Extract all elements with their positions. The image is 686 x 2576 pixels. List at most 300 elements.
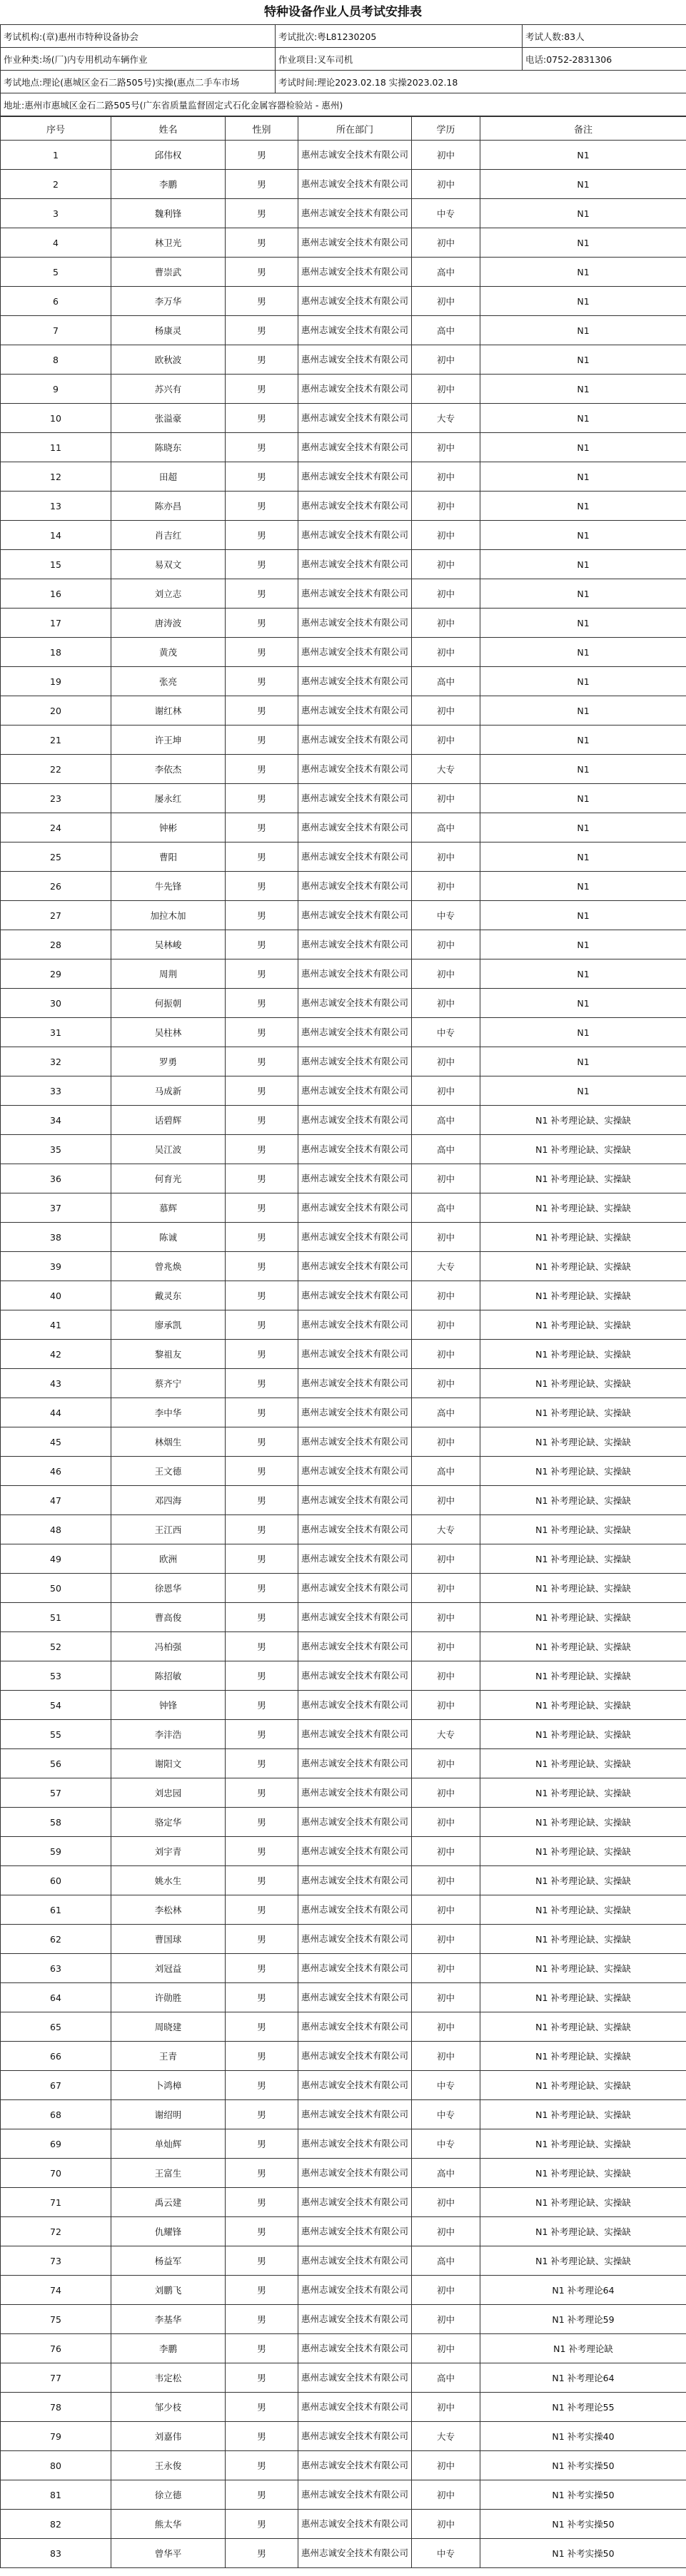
- cell-name: 熊太华: [111, 2510, 226, 2539]
- cell-gender: 男: [226, 989, 298, 1018]
- cell-note: N1: [480, 813, 686, 842]
- cell-gender: 男: [226, 2393, 298, 2422]
- cell-edu: 初中: [412, 375, 480, 404]
- cell-gender: 男: [226, 2276, 298, 2305]
- cell-gender: 男: [226, 1018, 298, 1047]
- cell-dept: 惠州志诚安全技术有限公司: [298, 287, 412, 316]
- cell-no: 57: [1, 1778, 111, 1808]
- cell-edu: 初中: [412, 2334, 480, 2363]
- table-row: [1, 2539, 686, 2568]
- cell-dept: 惠州志诚安全技术有限公司: [298, 1369, 412, 1398]
- cell-edu: 高中: [412, 2363, 480, 2393]
- cell-note: N1: [480, 462, 686, 492]
- table-row: [1, 2422, 686, 2451]
- cell-name: 姚水生: [111, 1866, 226, 1895]
- cell-gender: 男: [226, 1544, 298, 1574]
- cell-name: 卜鸿樟: [111, 2071, 226, 2100]
- cell-name: 廖承凯: [111, 1310, 226, 1340]
- cell-edu: 初中: [412, 2480, 480, 2510]
- table-row: [1, 2217, 686, 2246]
- cell-name: 李依杰: [111, 755, 226, 784]
- cell-edu: 初中: [412, 1632, 480, 1661]
- cell-note: N1 补考理论缺、实操缺: [480, 1252, 686, 1281]
- cell-edu: 大专: [412, 404, 480, 433]
- cell-edu: 初中: [412, 726, 480, 755]
- cell-dept: 惠州志诚安全技术有限公司: [298, 1281, 412, 1310]
- cell-edu: 初中: [412, 579, 480, 609]
- cell-note: N1: [480, 404, 686, 433]
- cell-gender: 男: [226, 404, 298, 433]
- cell-no: 54: [1, 1691, 111, 1720]
- cell-note: N1: [480, 930, 686, 959]
- cell-dept: 惠州志诚安全技术有限公司: [298, 2334, 412, 2363]
- cell-no: 33: [1, 1076, 111, 1106]
- cell-edu: 初中: [412, 1808, 480, 1837]
- table-row: [1, 1603, 686, 1632]
- cell-dept: 惠州志诚安全技术有限公司: [298, 1340, 412, 1369]
- cell-no: 3: [1, 199, 111, 228]
- cell-note: N1 补考理论缺、实操缺: [480, 1954, 686, 1983]
- cell-note: N1 补考理论缺: [480, 2334, 686, 2363]
- cell-note: N1: [480, 609, 686, 638]
- cell-edu: 初中: [412, 1778, 480, 1808]
- cell-dept: 惠州志诚安全技术有限公司: [298, 579, 412, 609]
- cell-gender: 男: [226, 433, 298, 462]
- cell-gender: 男: [226, 842, 298, 872]
- table-row: [1, 433, 686, 462]
- cell-name: 马成新: [111, 1076, 226, 1106]
- cell-gender: 男: [226, 1340, 298, 1369]
- cell-dept: 惠州志诚安全技术有限公司: [298, 2042, 412, 2071]
- cell-dept: 惠州志诚安全技术有限公司: [298, 2276, 412, 2305]
- cell-name: 钟彬: [111, 813, 226, 842]
- cell-name: 欧秋波: [111, 345, 226, 375]
- cell-gender: 男: [226, 2159, 298, 2188]
- cell-note: N1 补考理论缺、实操缺: [480, 1369, 686, 1398]
- cell-name: 曹高俊: [111, 1603, 226, 1632]
- table-row: [1, 1164, 686, 1193]
- cell-name: 曾兆焕: [111, 1252, 226, 1281]
- cell-dept: 惠州志诚安全技术有限公司: [298, 2451, 412, 2480]
- table-row: [1, 2188, 686, 2217]
- cell-gender: 男: [226, 141, 298, 170]
- cell-gender: 男: [226, 1106, 298, 1135]
- table-row: [1, 316, 686, 345]
- table-row: [1, 813, 686, 842]
- cell-edu: 初中: [412, 1574, 480, 1603]
- cell-dept: 惠州志诚安全技术有限公司: [298, 901, 412, 930]
- cell-note: N1: [480, 842, 686, 872]
- table-row: [1, 1076, 686, 1106]
- cell-no: 56: [1, 1749, 111, 1778]
- cell-gender: 男: [226, 1749, 298, 1778]
- cell-edu: 初中: [412, 550, 480, 579]
- cell-name: 李基华: [111, 2305, 226, 2334]
- cell-dept: 惠州志诚安全技术有限公司: [298, 492, 412, 521]
- table-row: [1, 2480, 686, 2510]
- cell-dept: 惠州志诚安全技术有限公司: [298, 2422, 412, 2451]
- table-row: [1, 1252, 686, 1281]
- table-row: [1, 2246, 686, 2276]
- cell-note: N1 补考理论缺、实操缺: [480, 1983, 686, 2012]
- cell-dept: 惠州志诚安全技术有限公司: [298, 1778, 412, 1808]
- table-row: [1, 141, 686, 170]
- cell-gender: 男: [226, 1135, 298, 1164]
- cell-dept: 惠州志诚安全技术有限公司: [298, 2510, 412, 2539]
- cell-gender: 男: [226, 199, 298, 228]
- table-row: [1, 667, 686, 696]
- cell-edu: 中专: [412, 199, 480, 228]
- cell-dept: 惠州志诚安全技术有限公司: [298, 1193, 412, 1223]
- cell-gender: 男: [226, 521, 298, 550]
- cell-dept: 惠州志诚安全技术有限公司: [298, 1925, 412, 1954]
- cell-edu: 初中: [412, 1661, 480, 1691]
- cell-note: N1 补考理论缺、实操缺: [480, 1223, 686, 1252]
- cell-edu: 初中: [412, 287, 480, 316]
- table-row: [1, 2100, 686, 2129]
- table-row: [1, 550, 686, 579]
- cell-name: 林烟生: [111, 1427, 226, 1457]
- cell-edu: 初中: [412, 2305, 480, 2334]
- cell-dept: 惠州志诚安全技术有限公司: [298, 1954, 412, 1983]
- cell-note: N1 补考理论缺、实操缺: [480, 1515, 686, 1544]
- header-dept: 所在部门: [298, 117, 412, 141]
- cell-edu: 初中: [412, 2451, 480, 2480]
- cell-dept: 惠州志诚安全技术有限公司: [298, 2071, 412, 2100]
- cell-name: 屡永红: [111, 784, 226, 813]
- cell-no: 14: [1, 521, 111, 550]
- cell-note: N1: [480, 492, 686, 521]
- cell-edu: 高中: [412, 1106, 480, 1135]
- cell-name: 话碧辉: [111, 1106, 226, 1135]
- cell-note: N1: [480, 228, 686, 258]
- cell-no: 40: [1, 1281, 111, 1310]
- candidate-table: [0, 116, 686, 2568]
- cell-note: N1 补考理论缺、实操缺: [480, 1778, 686, 1808]
- cell-dept: 惠州志诚安全技术有限公司: [298, 784, 412, 813]
- cell-dept: 惠州志诚安全技术有限公司: [298, 2012, 412, 2042]
- cell-name: 王富生: [111, 2159, 226, 2188]
- table-row: [1, 1925, 686, 1954]
- cell-gender: 男: [226, 2042, 298, 2071]
- cell-gender: 男: [226, 1486, 298, 1515]
- cell-name: 刘鹏飞: [111, 2276, 226, 2305]
- table-row: [1, 1486, 686, 1515]
- cell-edu: 初中: [412, 638, 480, 667]
- cell-edu: 中专: [412, 1018, 480, 1047]
- table-row: [1, 1427, 686, 1457]
- table-row: [1, 258, 686, 287]
- cell-edu: 高中: [412, 1135, 480, 1164]
- cell-dept: 惠州志诚安全技术有限公司: [298, 433, 412, 462]
- cell-edu: 初中: [412, 1340, 480, 1369]
- cell-note: N1 补考理论59: [480, 2305, 686, 2334]
- cell-name: 何育光: [111, 1164, 226, 1193]
- table-row: [1, 1661, 686, 1691]
- cell-dept: 惠州志诚安全技术有限公司: [298, 1486, 412, 1515]
- cell-note: N1: [480, 901, 686, 930]
- cell-note: N1: [480, 316, 686, 345]
- table-row: [1, 930, 686, 959]
- cell-gender: 男: [226, 2480, 298, 2510]
- cell-no: 19: [1, 667, 111, 696]
- cell-gender: 男: [226, 813, 298, 842]
- cell-no: 68: [1, 2100, 111, 2129]
- cell-gender: 男: [226, 1252, 298, 1281]
- cell-dept: 惠州志诚安全技术有限公司: [298, 989, 412, 1018]
- cell-edu: 初中: [412, 492, 480, 521]
- cell-name: 陈诚: [111, 1223, 226, 1252]
- cell-name: 慕辉: [111, 1193, 226, 1223]
- cell-edu: 初中: [412, 842, 480, 872]
- table-row: [1, 2305, 686, 2334]
- cell-name: 吴柱林: [111, 1018, 226, 1047]
- cell-no: 24: [1, 813, 111, 842]
- cell-gender: 男: [226, 2246, 298, 2276]
- cell-gender: 男: [226, 228, 298, 258]
- cell-note: N1 补考理论缺、实操缺: [480, 2246, 686, 2276]
- cell-dept: 惠州志诚安全技术有限公司: [298, 2539, 412, 2568]
- cell-gender: 男: [226, 2071, 298, 2100]
- cell-no: 55: [1, 1720, 111, 1749]
- cell-no: 47: [1, 1486, 111, 1515]
- cell-dept: 惠州志诚安全技术有限公司: [298, 2188, 412, 2217]
- cell-edu: 初中: [412, 1895, 480, 1925]
- cell-no: 78: [1, 2393, 111, 2422]
- cell-gender: 男: [226, 2305, 298, 2334]
- cell-gender: 男: [226, 1310, 298, 1340]
- cell-gender: 男: [226, 1164, 298, 1193]
- cell-note: N1: [480, 696, 686, 726]
- cell-edu: 初中: [412, 1427, 480, 1457]
- cell-note: N1 补考理论缺、实操缺: [480, 1135, 686, 1164]
- cell-no: 10: [1, 404, 111, 433]
- cell-no: 28: [1, 930, 111, 959]
- cell-edu: 初中: [412, 1925, 480, 1954]
- cell-no: 50: [1, 1574, 111, 1603]
- cell-edu: 初中: [412, 1223, 480, 1252]
- cell-note: N1 补考理论缺、实操缺: [480, 1691, 686, 1720]
- cell-edu: 初中: [412, 989, 480, 1018]
- cell-no: 5: [1, 258, 111, 287]
- table-row: [1, 1544, 686, 1574]
- cell-name: 刘冠益: [111, 1954, 226, 1983]
- table-row: [1, 1369, 686, 1398]
- cell-edu: 初中: [412, 1310, 480, 1340]
- cell-gender: 男: [226, 2539, 298, 2568]
- cell-note: N1 补考理论缺、实操缺: [480, 1603, 686, 1632]
- cell-dept: 惠州志诚安全技术有限公司: [298, 930, 412, 959]
- cell-no: 7: [1, 316, 111, 345]
- cell-dept: 惠州志诚安全技术有限公司: [298, 345, 412, 375]
- cell-dept: 惠州志诚安全技术有限公司: [298, 2246, 412, 2276]
- cell-no: 70: [1, 2159, 111, 2188]
- cell-gender: 男: [226, 1427, 298, 1457]
- cell-gender: 男: [226, 579, 298, 609]
- cell-gender: 男: [226, 1954, 298, 1983]
- cell-edu: 初中: [412, 2510, 480, 2539]
- cell-no: 73: [1, 2246, 111, 2276]
- table-row: [1, 1515, 686, 1544]
- cell-no: 81: [1, 2480, 111, 2510]
- cell-no: 2: [1, 170, 111, 199]
- cell-no: 46: [1, 1457, 111, 1486]
- table-row: [1, 1193, 686, 1223]
- table-row: [1, 287, 686, 316]
- cell-note: N1 补考实操50: [480, 2480, 686, 2510]
- table-row: [1, 579, 686, 609]
- exam-address: 地址:惠州市惠城区金石二路505号(广东省质量监督固定式石化金属容器检验站 - 惠州): [1, 93, 686, 116]
- cell-gender: 男: [226, 1837, 298, 1866]
- cell-gender: 男: [226, 1047, 298, 1076]
- cell-no: 67: [1, 2071, 111, 2100]
- table-row: [1, 2334, 686, 2363]
- cell-gender: 男: [226, 1895, 298, 1925]
- cell-no: 77: [1, 2363, 111, 2393]
- cell-note: N1 补考实操50: [480, 2451, 686, 2480]
- cell-dept: 惠州志诚安全技术有限公司: [298, 404, 412, 433]
- cell-name: 曹国球: [111, 1925, 226, 1954]
- cell-name: 刘嘉伟: [111, 2422, 226, 2451]
- cell-gender: 男: [226, 667, 298, 696]
- table-row: [1, 1047, 686, 1076]
- cell-note: N1 补考理论缺、实操缺: [480, 1340, 686, 1369]
- cell-note: N1: [480, 170, 686, 199]
- cell-note: N1 补考理论缺、实操缺: [480, 1895, 686, 1925]
- cell-name: 许勋胜: [111, 1983, 226, 2012]
- cell-name: 钟锋: [111, 1691, 226, 1720]
- cell-note: N1: [480, 959, 686, 989]
- table-row: [1, 170, 686, 199]
- cell-dept: 惠州志诚安全技术有限公司: [298, 726, 412, 755]
- table-row: [1, 1457, 686, 1486]
- cell-note: N1 补考理论缺、实操缺: [480, 2159, 686, 2188]
- exam-count: 考试人数:83人: [523, 25, 686, 48]
- table-header-row: [1, 117, 686, 141]
- cell-edu: 初中: [412, 609, 480, 638]
- cell-dept: 惠州志诚安全技术有限公司: [298, 521, 412, 550]
- cell-gender: 男: [226, 696, 298, 726]
- cell-note: N1 补考理论缺、实操缺: [480, 1457, 686, 1486]
- cell-edu: 高中: [412, 2159, 480, 2188]
- cell-name: 张溢豪: [111, 404, 226, 433]
- cell-note: N1 补考理论缺、实操缺: [480, 1310, 686, 1340]
- cell-name: 邓四海: [111, 1486, 226, 1515]
- cell-dept: 惠州志诚安全技术有限公司: [298, 1632, 412, 1661]
- cell-edu: 大专: [412, 755, 480, 784]
- cell-note: N1 补考理论64: [480, 2363, 686, 2393]
- cell-no: 66: [1, 2042, 111, 2071]
- table-row: [1, 2042, 686, 2071]
- cell-name: 仇耀锋: [111, 2217, 226, 2246]
- cell-gender: 男: [226, 1193, 298, 1223]
- work-item: 作业项目:叉车司机: [276, 48, 523, 71]
- cell-dept: 惠州志诚安全技术有限公司: [298, 199, 412, 228]
- cell-dept: 惠州志诚安全技术有限公司: [298, 1603, 412, 1632]
- cell-edu: 初中: [412, 1691, 480, 1720]
- cell-name: 肖吉红: [111, 521, 226, 550]
- table-row: [1, 2363, 686, 2393]
- cell-note: N1 补考理论缺、实操缺: [480, 1193, 686, 1223]
- cell-no: 74: [1, 2276, 111, 2305]
- cell-no: 83: [1, 2539, 111, 2568]
- cell-name: 李万华: [111, 287, 226, 316]
- cell-dept: 惠州志诚安全技术有限公司: [298, 2480, 412, 2510]
- cell-dept: 惠州志诚安全技术有限公司: [298, 1047, 412, 1076]
- cell-dept: 惠州志诚安全技术有限公司: [298, 1808, 412, 1837]
- cell-name: 戴灵东: [111, 1281, 226, 1310]
- cell-dept: 惠州志诚安全技术有限公司: [298, 1983, 412, 2012]
- cell-note: N1: [480, 579, 686, 609]
- cell-dept: 惠州志诚安全技术有限公司: [298, 1398, 412, 1427]
- cell-edu: 高中: [412, 667, 480, 696]
- cell-no: 1: [1, 141, 111, 170]
- cell-name: 陈招敏: [111, 1661, 226, 1691]
- cell-gender: 男: [226, 755, 298, 784]
- table-row: [1, 638, 686, 667]
- cell-gender: 男: [226, 1866, 298, 1895]
- cell-no: 17: [1, 609, 111, 638]
- cell-no: 63: [1, 1954, 111, 1983]
- cell-note: N1 补考实操40: [480, 2422, 686, 2451]
- exam-batch: 考试批次:粤L81230205: [276, 25, 523, 48]
- table-row: [1, 521, 686, 550]
- cell-edu: 大专: [412, 2422, 480, 2451]
- cell-dept: 惠州志诚安全技术有限公司: [298, 755, 412, 784]
- table-row: [1, 2451, 686, 2480]
- cell-note: N1 补考理论缺、实操缺: [480, 1661, 686, 1691]
- cell-dept: 惠州志诚安全技术有限公司: [298, 696, 412, 726]
- cell-note: N1 补考理论缺、实操缺: [480, 1632, 686, 1661]
- cell-gender: 男: [226, 930, 298, 959]
- cell-edu: 初中: [412, 1603, 480, 1632]
- cell-note: N1: [480, 345, 686, 375]
- cell-note: N1 补考理论缺、实操缺: [480, 1544, 686, 1574]
- cell-name: 李沣浩: [111, 1720, 226, 1749]
- table-row: [1, 1808, 686, 1837]
- header-edu: 学历: [412, 117, 480, 141]
- cell-note: N1 补考理论缺、实操缺: [480, 1281, 686, 1310]
- cell-note: N1 补考理论缺、实操缺: [480, 1398, 686, 1427]
- cell-name: 张亮: [111, 667, 226, 696]
- cell-note: N1 补考实操50: [480, 2539, 686, 2568]
- table-row: [1, 726, 686, 755]
- cell-name: 周荆: [111, 959, 226, 989]
- table-row: [1, 1691, 686, 1720]
- cell-note: N1: [480, 1047, 686, 1076]
- cell-edu: 初中: [412, 1076, 480, 1106]
- cell-note: N1: [480, 521, 686, 550]
- cell-edu: 初中: [412, 170, 480, 199]
- cell-gender: 男: [226, 2510, 298, 2539]
- cell-edu: 高中: [412, 1398, 480, 1427]
- cell-name: 牛先锋: [111, 872, 226, 901]
- header-name: 姓名: [111, 117, 226, 141]
- table-row: [1, 404, 686, 433]
- cell-no: 76: [1, 2334, 111, 2363]
- cell-dept: 惠州志诚安全技术有限公司: [298, 842, 412, 872]
- cell-note: N1 补考理论缺、实操缺: [480, 1749, 686, 1778]
- cell-no: 64: [1, 1983, 111, 2012]
- cell-gender: 男: [226, 2188, 298, 2217]
- cell-edu: 初中: [412, 1866, 480, 1895]
- cell-name: 陈亦昌: [111, 492, 226, 521]
- cell-no: 49: [1, 1544, 111, 1574]
- header-note: 备注: [480, 117, 686, 141]
- cell-gender: 男: [226, 2217, 298, 2246]
- cell-no: 25: [1, 842, 111, 872]
- cell-no: 72: [1, 2217, 111, 2246]
